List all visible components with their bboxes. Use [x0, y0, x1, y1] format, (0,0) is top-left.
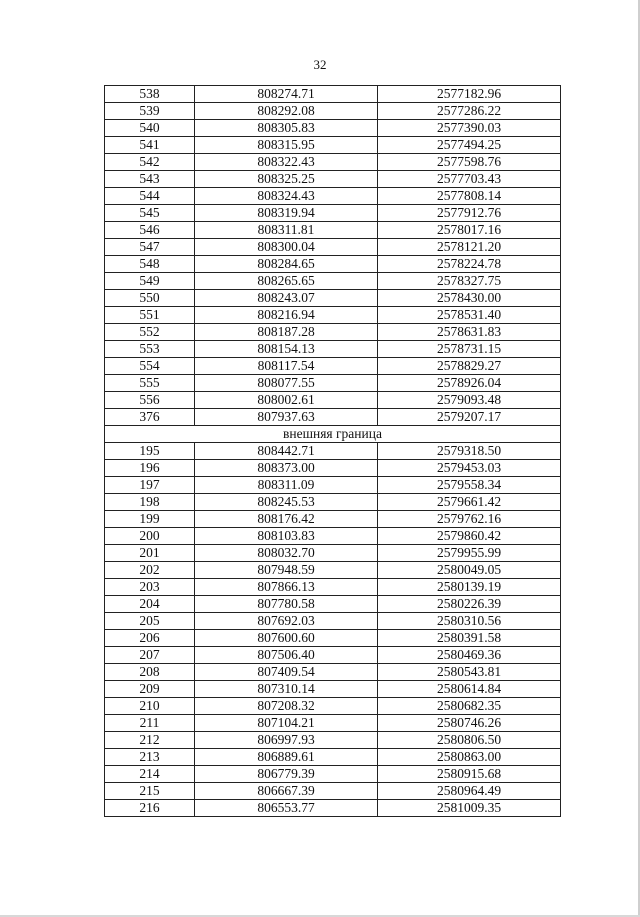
- table-row: [105, 324, 561, 341]
- section-row: [105, 426, 561, 443]
- y-coordinate-cell: 2580049.05: [378, 562, 561, 579]
- table-row: [105, 715, 561, 732]
- point-number-cell: 199: [105, 511, 195, 528]
- point-number-cell: 213: [105, 749, 195, 766]
- y-coordinate-cell: 2580391.58: [378, 630, 561, 647]
- table-row: [105, 392, 561, 409]
- table-row: [105, 103, 561, 120]
- point-number-cell: 206: [105, 630, 195, 647]
- table-row: [105, 256, 561, 273]
- point-number-cell: 205: [105, 613, 195, 630]
- y-coordinate-cell: 2580310.56: [378, 613, 561, 630]
- y-coordinate-cell: 2578926.04: [378, 375, 561, 392]
- table-row: [105, 494, 561, 511]
- table-row: [105, 205, 561, 222]
- y-coordinate-cell: 2578224.78: [378, 256, 561, 273]
- table-row: [105, 528, 561, 545]
- y-coordinate-cell: 2577182.96: [378, 86, 561, 103]
- y-coordinate-cell: 2578121.20: [378, 239, 561, 256]
- y-coordinate-cell: 2580543.81: [378, 664, 561, 681]
- point-number-cell: 212: [105, 732, 195, 749]
- x-coordinate-cell: 807600.60: [195, 630, 378, 647]
- y-coordinate-cell: 2578327.75: [378, 273, 561, 290]
- y-coordinate-cell: 2579318.50: [378, 443, 561, 460]
- point-number-cell: 556: [105, 392, 195, 409]
- y-coordinate-cell: 2579762.16: [378, 511, 561, 528]
- coordinates-table: [104, 85, 561, 817]
- x-coordinate-cell: 808077.55: [195, 375, 378, 392]
- y-coordinate-cell: 2578631.83: [378, 324, 561, 341]
- x-coordinate-cell: 808300.04: [195, 239, 378, 256]
- table-row: [105, 732, 561, 749]
- point-number-cell: 542: [105, 154, 195, 171]
- table-row: [105, 681, 561, 698]
- point-number-cell: 552: [105, 324, 195, 341]
- point-number-cell: 554: [105, 358, 195, 375]
- point-number-cell: 198: [105, 494, 195, 511]
- point-number-cell: 541: [105, 137, 195, 154]
- y-coordinate-cell: 2578829.27: [378, 358, 561, 375]
- y-coordinate-cell: 2577390.03: [378, 120, 561, 137]
- point-number-cell: 548: [105, 256, 195, 273]
- table-row: [105, 545, 561, 562]
- table-row: [105, 307, 561, 324]
- y-coordinate-cell: 2580746.26: [378, 715, 561, 732]
- x-coordinate-cell: 807409.54: [195, 664, 378, 681]
- point-number-cell: 551: [105, 307, 195, 324]
- x-coordinate-cell: 807948.59: [195, 562, 378, 579]
- point-number-cell: 216: [105, 800, 195, 817]
- table-row: [105, 783, 561, 800]
- table-row: [105, 358, 561, 375]
- y-coordinate-cell: 2577703.43: [378, 171, 561, 188]
- table-row: [105, 137, 561, 154]
- point-number-cell: 201: [105, 545, 195, 562]
- table-row: [105, 222, 561, 239]
- point-number-cell: 539: [105, 103, 195, 120]
- table-row: [105, 766, 561, 783]
- y-coordinate-cell: 2580139.19: [378, 579, 561, 596]
- point-number-cell: 543: [105, 171, 195, 188]
- y-coordinate-cell: 2579207.17: [378, 409, 561, 426]
- point-number-cell: 202: [105, 562, 195, 579]
- point-number-cell: 214: [105, 766, 195, 783]
- y-coordinate-cell: 2577494.25: [378, 137, 561, 154]
- table-row: [105, 647, 561, 664]
- x-coordinate-cell: 808324.43: [195, 188, 378, 205]
- table-row: [105, 749, 561, 766]
- x-coordinate-cell: 808305.83: [195, 120, 378, 137]
- x-coordinate-cell: 808187.28: [195, 324, 378, 341]
- table-row: [105, 171, 561, 188]
- table-row: [105, 120, 561, 137]
- x-coordinate-cell: 808315.95: [195, 137, 378, 154]
- point-number-cell: 546: [105, 222, 195, 239]
- x-coordinate-cell: 806779.39: [195, 766, 378, 783]
- x-coordinate-cell: 808243.07: [195, 290, 378, 307]
- x-coordinate-cell: 808373.00: [195, 460, 378, 477]
- y-coordinate-cell: 2577286.22: [378, 103, 561, 120]
- table-row: [105, 341, 561, 358]
- y-coordinate-cell: 2579453.03: [378, 460, 561, 477]
- table-row: [105, 596, 561, 613]
- point-number-cell: 549: [105, 273, 195, 290]
- x-coordinate-cell: 806889.61: [195, 749, 378, 766]
- point-number-cell: 215: [105, 783, 195, 800]
- table-row: [105, 375, 561, 392]
- x-coordinate-cell: 808319.94: [195, 205, 378, 222]
- point-number-cell: 540: [105, 120, 195, 137]
- point-number-cell: 555: [105, 375, 195, 392]
- x-coordinate-cell: 807104.21: [195, 715, 378, 732]
- point-number-cell: 538: [105, 86, 195, 103]
- x-coordinate-cell: 808002.61: [195, 392, 378, 409]
- point-number-cell: 547: [105, 239, 195, 256]
- point-number-cell: 204: [105, 596, 195, 613]
- x-coordinate-cell: 808292.08: [195, 103, 378, 120]
- x-coordinate-cell: 808274.71: [195, 86, 378, 103]
- x-coordinate-cell: 808311.09: [195, 477, 378, 494]
- x-coordinate-cell: 808325.25: [195, 171, 378, 188]
- x-coordinate-cell: 808284.65: [195, 256, 378, 273]
- point-number-cell: 550: [105, 290, 195, 307]
- table-row: [105, 511, 561, 528]
- y-coordinate-cell: 2580964.49: [378, 783, 561, 800]
- y-coordinate-cell: 2579661.42: [378, 494, 561, 511]
- point-number-cell: 553: [105, 341, 195, 358]
- table-row: [105, 630, 561, 647]
- y-coordinate-cell: 2579093.48: [378, 392, 561, 409]
- table-row: [105, 664, 561, 681]
- table-row: [105, 273, 561, 290]
- x-coordinate-cell: 808216.94: [195, 307, 378, 324]
- y-coordinate-cell: 2577808.14: [378, 188, 561, 205]
- point-number-cell: 545: [105, 205, 195, 222]
- point-number-cell: 207: [105, 647, 195, 664]
- point-number-cell: 200: [105, 528, 195, 545]
- x-coordinate-cell: 808245.53: [195, 494, 378, 511]
- point-number-cell: 203: [105, 579, 195, 596]
- y-coordinate-cell: 2580682.35: [378, 698, 561, 715]
- x-coordinate-cell: 807208.32: [195, 698, 378, 715]
- y-coordinate-cell: 2580469.36: [378, 647, 561, 664]
- page-number: 32: [313, 57, 327, 72]
- x-coordinate-cell: 808176.42: [195, 511, 378, 528]
- y-coordinate-cell: 2580863.00: [378, 749, 561, 766]
- y-coordinate-cell: 2580915.68: [378, 766, 561, 783]
- point-number-cell: 197: [105, 477, 195, 494]
- point-number-cell: 195: [105, 443, 195, 460]
- table-row: [105, 188, 561, 205]
- point-number-cell: 210: [105, 698, 195, 715]
- y-coordinate-cell: 2577598.76: [378, 154, 561, 171]
- table-row: [105, 562, 561, 579]
- x-coordinate-cell: 808032.70: [195, 545, 378, 562]
- point-number-cell: 208: [105, 664, 195, 681]
- x-coordinate-cell: 808322.43: [195, 154, 378, 171]
- y-coordinate-cell: 2580614.84: [378, 681, 561, 698]
- table-row: [105, 86, 561, 103]
- x-coordinate-cell: 808442.71: [195, 443, 378, 460]
- x-coordinate-cell: 808154.13: [195, 341, 378, 358]
- y-coordinate-cell: 2580806.50: [378, 732, 561, 749]
- y-coordinate-cell: 2577912.76: [378, 205, 561, 222]
- table-row: [105, 579, 561, 596]
- table-row: [105, 409, 561, 426]
- coordinates-table-body: [105, 86, 561, 817]
- x-coordinate-cell: 808103.83: [195, 528, 378, 545]
- table-row: [105, 443, 561, 460]
- y-coordinate-cell: 2580226.39: [378, 596, 561, 613]
- x-coordinate-cell: 808117.54: [195, 358, 378, 375]
- y-coordinate-cell: 2579860.42: [378, 528, 561, 545]
- section-title: внешняя граница: [105, 426, 561, 443]
- table-row: [105, 613, 561, 630]
- point-number-cell: 209: [105, 681, 195, 698]
- x-coordinate-cell: 807310.14: [195, 681, 378, 698]
- y-coordinate-cell: 2578531.40: [378, 307, 561, 324]
- table-row: [105, 800, 561, 817]
- x-coordinate-cell: 806667.39: [195, 783, 378, 800]
- table-row: [105, 477, 561, 494]
- point-number-cell: 544: [105, 188, 195, 205]
- point-number-cell: 211: [105, 715, 195, 732]
- x-coordinate-cell: 807506.40: [195, 647, 378, 664]
- x-coordinate-cell: 806997.93: [195, 732, 378, 749]
- x-coordinate-cell: 807780.58: [195, 596, 378, 613]
- point-number-cell: 196: [105, 460, 195, 477]
- table-row: [105, 698, 561, 715]
- y-coordinate-cell: 2579955.99: [378, 545, 561, 562]
- x-coordinate-cell: 806553.77: [195, 800, 378, 817]
- table-row: [105, 460, 561, 477]
- x-coordinate-cell: 807937.63: [195, 409, 378, 426]
- y-coordinate-cell: 2581009.35: [378, 800, 561, 817]
- table-row: [105, 239, 561, 256]
- y-coordinate-cell: 2578430.00: [378, 290, 561, 307]
- x-coordinate-cell: 807692.03: [195, 613, 378, 630]
- table-row: [105, 154, 561, 171]
- x-coordinate-cell: 808265.65: [195, 273, 378, 290]
- y-coordinate-cell: 2579558.34: [378, 477, 561, 494]
- y-coordinate-cell: 2578731.15: [378, 341, 561, 358]
- x-coordinate-cell: 808311.81: [195, 222, 378, 239]
- point-number-cell: 376: [105, 409, 195, 426]
- table-row: [105, 290, 561, 307]
- y-coordinate-cell: 2578017.16: [378, 222, 561, 239]
- x-coordinate-cell: 807866.13: [195, 579, 378, 596]
